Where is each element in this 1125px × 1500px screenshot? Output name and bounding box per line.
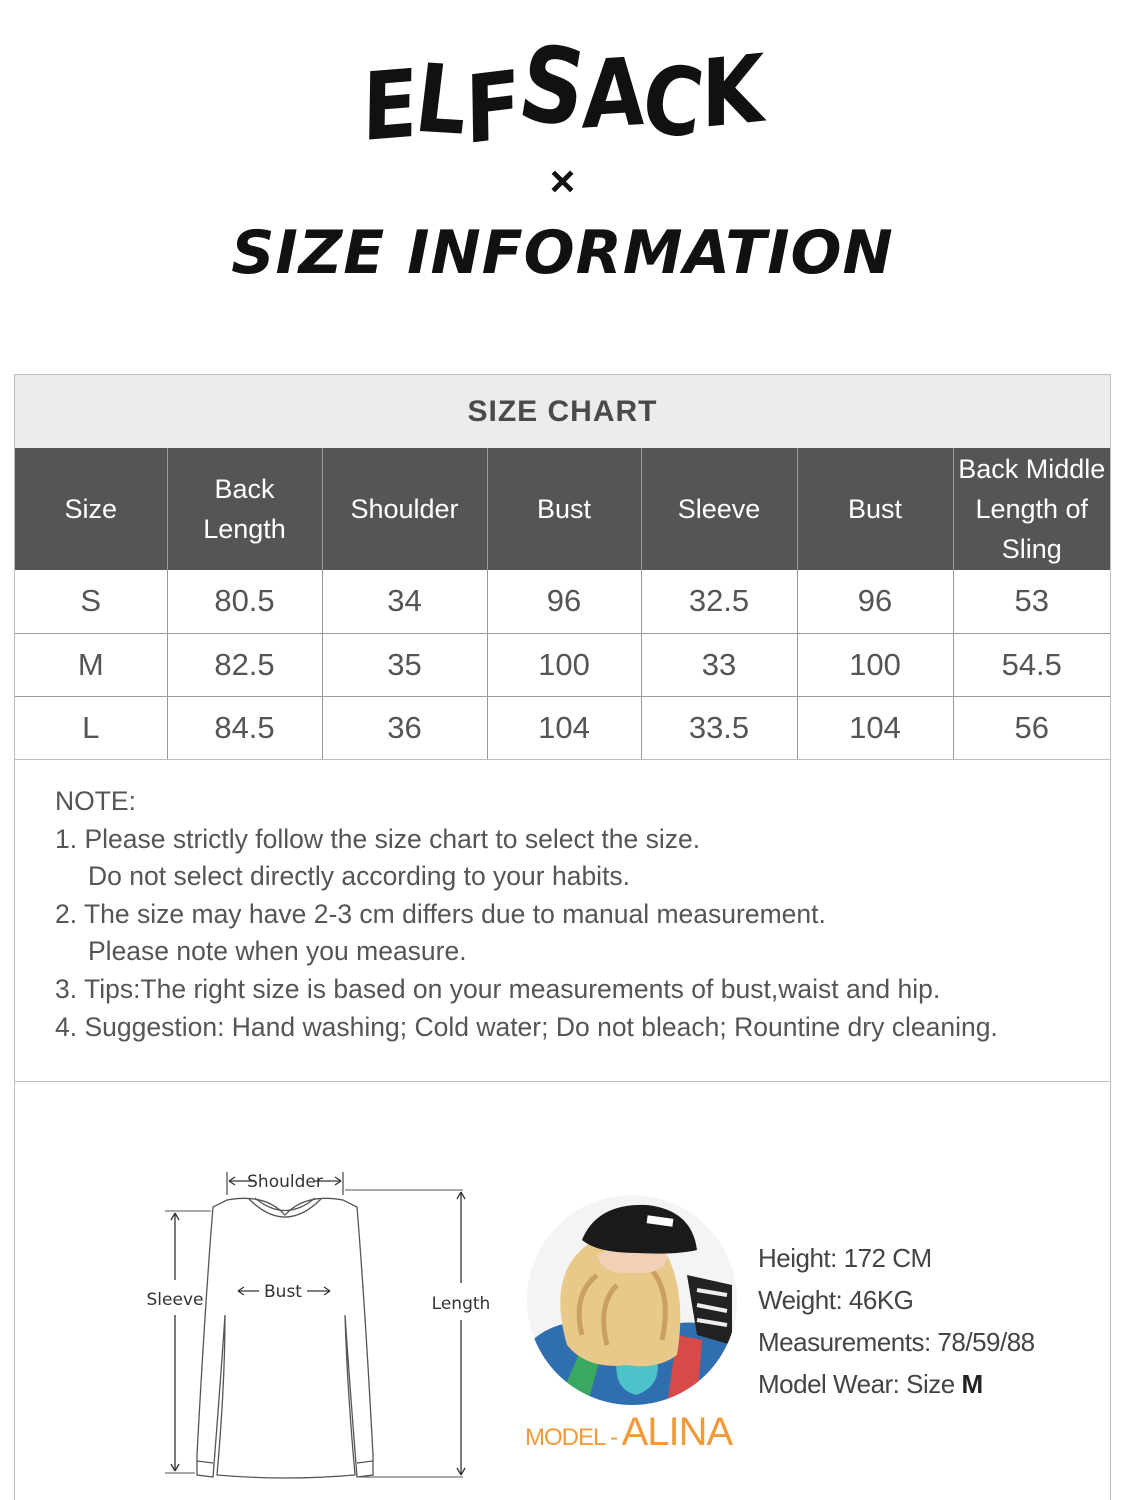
column-header: Sleeve [641, 448, 797, 570]
note-line: 4. Suggestion: Hand washing; Cold water; Do not bleach; Rountine dry cleaning. [55, 1011, 998, 1042]
model-name-caption [525, 1410, 785, 1455]
table-cell: 96 [487, 570, 641, 633]
model-wear [758, 1363, 1098, 1405]
size-info-panel [14, 374, 1111, 1500]
collab-cross: × [549, 157, 576, 206]
model-avatar-icon [527, 1195, 737, 1405]
model-stats [758, 1237, 1098, 1405]
sleeve-label: Sleeve [146, 1290, 204, 1310]
model-prefix: MODEL - [525, 1424, 618, 1451]
table-cell: 82.5 [167, 633, 322, 696]
table-cell: 104 [797, 696, 953, 759]
wear-size: M [961, 1369, 983, 1399]
height-label: Height: [758, 1243, 837, 1273]
column-header: Shoulder [322, 448, 487, 570]
brand-header [0, 21, 1125, 166]
size-chart-table [15, 448, 1110, 760]
model-name: ALINA [621, 1410, 733, 1454]
table-cell: 100 [797, 633, 953, 696]
notes-heading: NOTE: [55, 786, 136, 816]
shoulder-label: Shoulder [247, 1172, 323, 1192]
wear-prefix: Size [906, 1369, 955, 1399]
column-header: Bust [487, 448, 641, 570]
table-row [15, 570, 1110, 633]
table-cell: 80.5 [167, 570, 322, 633]
wear-label: Model Wear: [758, 1369, 900, 1399]
table-cell: 34 [322, 570, 487, 633]
note-line: 3. Tips:The right size is based on your measurements of bust,waist and hip. [55, 973, 941, 1004]
bust-label: Bust [264, 1282, 302, 1302]
weight-label: Weight: [758, 1285, 843, 1315]
table-cell: 54.5 [953, 633, 1110, 696]
table-cell: 36 [322, 696, 487, 759]
table-cell: 56 [953, 696, 1110, 759]
garment-measurement-diagram [125, 1155, 505, 1485]
weight-value: 46KG [848, 1285, 914, 1315]
page-title: SIZE INFORMATION [231, 218, 894, 288]
length-label: Length [431, 1294, 491, 1314]
dress-outline-icon [125, 1155, 505, 1485]
table-cell: 53 [953, 570, 1110, 633]
table-cell: 100 [487, 633, 641, 696]
table-cell: S [15, 570, 167, 633]
column-header: Back Length [167, 448, 322, 570]
table-cell: 35 [322, 633, 487, 696]
table-cell: M [15, 633, 167, 696]
table-row [15, 696, 1110, 759]
notes-section [55, 783, 1095, 1046]
height-value: 172 CM [843, 1243, 932, 1273]
note-line: Do not select directly according to your habits. [88, 861, 631, 892]
table-cell: 32.5 [641, 570, 797, 633]
column-header: Size [15, 448, 167, 570]
column-header: Back Middle Length of Sling [953, 448, 1110, 570]
table-header-row [15, 448, 1110, 570]
brand-logo: ELFSACK [361, 21, 762, 166]
measurements-value: 78/59/88 [937, 1327, 1035, 1357]
table-cell: 96 [797, 570, 953, 633]
measurements-label: Measurements: [758, 1327, 931, 1357]
table-cell: 104 [487, 696, 641, 759]
model-photo [527, 1195, 737, 1405]
column-header: Bust [797, 448, 953, 570]
model-measurements [758, 1321, 1098, 1363]
table-cell: 33.5 [641, 696, 797, 759]
table-cell: 84.5 [167, 696, 322, 759]
table-cell: 33 [641, 633, 797, 696]
note-line: 2. The size may have 2-3 cm differs due to manual measurement. [55, 898, 826, 929]
model-height [758, 1237, 1098, 1279]
model-weight [758, 1279, 1098, 1321]
note-line: 1. Please strictly follow the size chart to select the size. [55, 823, 701, 854]
note-line: Please note when you measure. [88, 936, 467, 967]
table-row [15, 633, 1110, 696]
table-cell: L [15, 696, 167, 759]
size-chart-title: SIZE CHART [15, 375, 1110, 448]
section-divider [15, 1081, 1110, 1082]
